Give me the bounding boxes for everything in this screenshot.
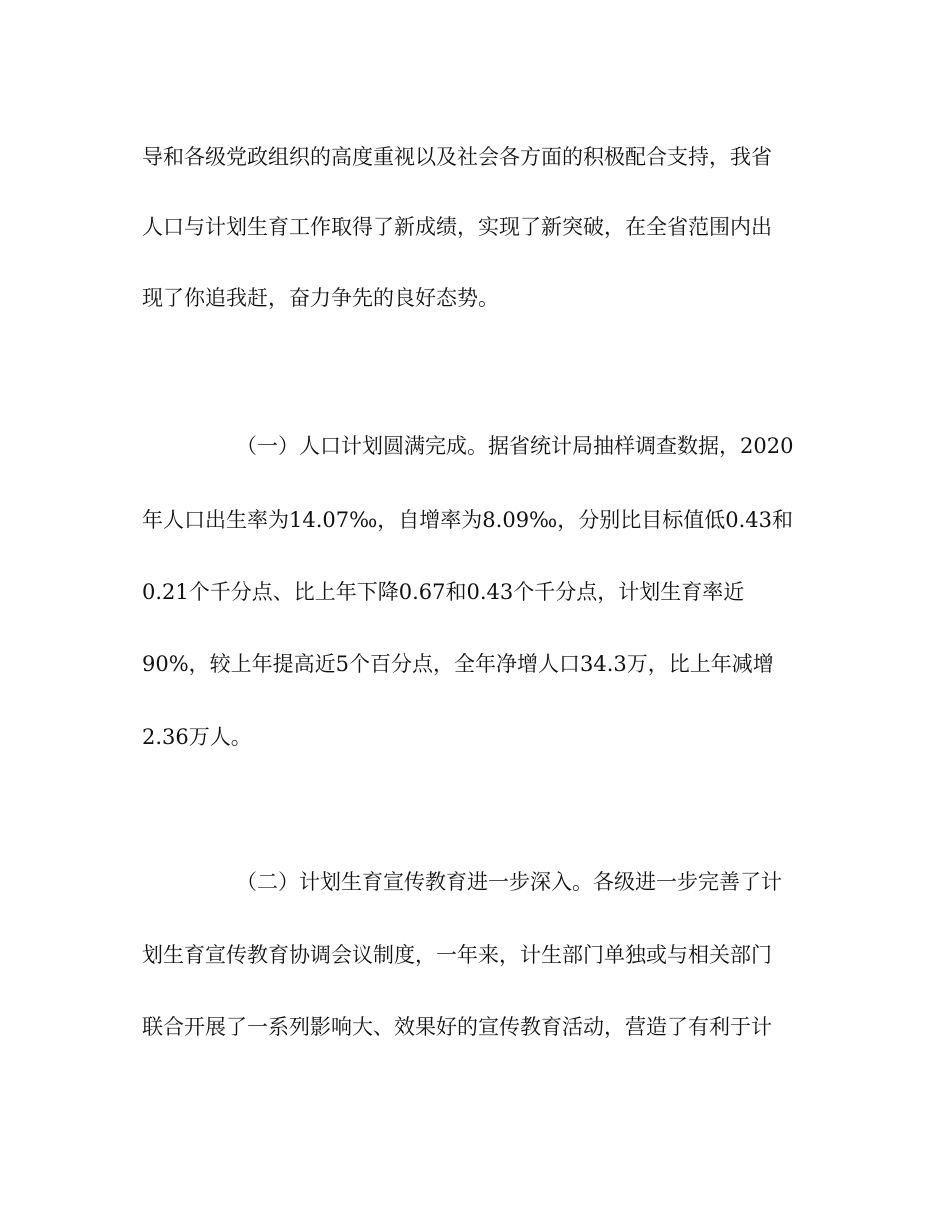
text-line: 导和各级党政组织的高度重视以及社会各方面的积极配合支持，我省 [142, 145, 772, 169]
paragraph-first-line: （二）计划生育宣传教育进一步深入。各级进一步完善了计 [236, 870, 782, 894]
paragraph-first-line: （一）人口计划圆满完成。据省统计局抽样调查数据，2020 [236, 434, 794, 458]
text-line: 90%，较上年提高近5个百分点，全年净增人口34.3万，比上年减增 [142, 652, 774, 676]
text-line: 联合开展了一系列影响大、效果好的宣传教育活动，营造了有利于计 [142, 1015, 772, 1039]
text-line: 年人口出生率为14.07‰，自增率为8.09‰，分别比目标值低0.43和 [142, 508, 793, 532]
text-line: 人口与计划生育工作取得了新成绩，实现了新突破，在全省范围内出 [142, 215, 772, 239]
text-line: 划生育宣传教育协调会议制度，一年来，计生部门单独或与相关部门 [142, 943, 772, 967]
text-line: 2.36万人。 [142, 725, 252, 749]
text-line: 现了你追我赶，奋力争先的良好态势。 [142, 286, 499, 310]
text-line: 0.21个千分点、比上年下降0.67和0.43个千分点，计划生育率近 [142, 580, 745, 604]
